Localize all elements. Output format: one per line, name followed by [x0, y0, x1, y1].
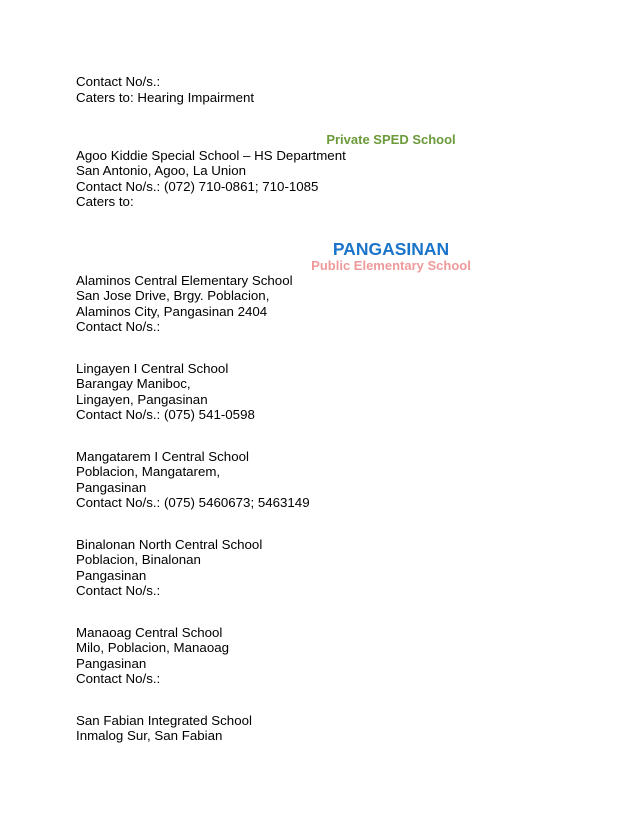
school-contact: Contact No/s.: (072) 710-0861; 710-1085 — [76, 178, 319, 194]
spacer — [76, 210, 556, 239]
school-name: Lingayen I Central School — [76, 360, 229, 376]
school-address: Pangasinan — [76, 567, 147, 583]
school-entry — [76, 713, 556, 744]
spacer — [76, 511, 556, 537]
school-address: Pangasinan — [76, 655, 147, 671]
private-sped-heading: Private SPED School — [326, 132, 456, 147]
top-entry — [76, 74, 556, 105]
spacer — [76, 335, 556, 361]
page-content — [76, 74, 556, 744]
private-sped-entry — [76, 148, 556, 210]
school-entry — [76, 537, 556, 599]
school-contact: Contact No/s.: — [76, 583, 161, 598]
school-address: Barangay Maniboc, — [76, 376, 191, 391]
spacer — [76, 423, 556, 449]
contact-line: Contact No/s.: — [76, 74, 161, 89]
school-address: Poblacion, Mangatarem, — [76, 464, 221, 479]
caters-line: Caters to: Hearing Impairment — [76, 89, 255, 105]
school-name: Manaoag Central School — [76, 624, 223, 640]
school-entry — [76, 625, 556, 687]
public-elementary-heading: Public Elementary School — [311, 257, 471, 273]
province-heading: PANGASINAN — [332, 238, 450, 259]
school-contact: Contact No/s.: — [76, 319, 161, 334]
spacer — [76, 105, 556, 132]
school-address: San Antonio, Agoo, La Union — [76, 163, 247, 178]
school-contact: Contact No/s.: (075) 5460673; 5463149 — [76, 495, 310, 510]
school-contact: Contact No/s.: (075) 541-0598 — [76, 407, 255, 422]
school-address: Alaminos City, Pangasinan 2404 — [76, 303, 268, 319]
school-entry — [76, 449, 556, 511]
school-entry — [76, 361, 556, 423]
school-address: Lingayen, Pangasinan — [76, 391, 208, 407]
school-name: Binalonan North Central School — [76, 536, 263, 552]
school-address: Poblacion, Binalonan — [76, 552, 201, 567]
spacer — [76, 599, 556, 625]
school-address: San Jose Drive, Brgy. Poblacion, — [76, 288, 270, 303]
school-entry — [76, 273, 556, 335]
school-contact: Contact No/s.: — [76, 671, 161, 686]
school-name: Mangatarem I Central School — [76, 448, 249, 464]
school-address: Inmalog Sur, San Fabian — [76, 728, 223, 743]
school-address: Milo, Poblacion, Manaoag — [76, 640, 230, 655]
school-address: Pangasinan — [76, 479, 147, 495]
school-name: San Fabian Integrated School — [76, 712, 252, 728]
school-name: Alaminos Central Elementary School — [76, 272, 293, 288]
school-caters: Caters to: — [76, 194, 134, 209]
spacer — [76, 687, 556, 713]
school-name: Agoo Kiddie Special School – HS Department — [76, 147, 346, 163]
